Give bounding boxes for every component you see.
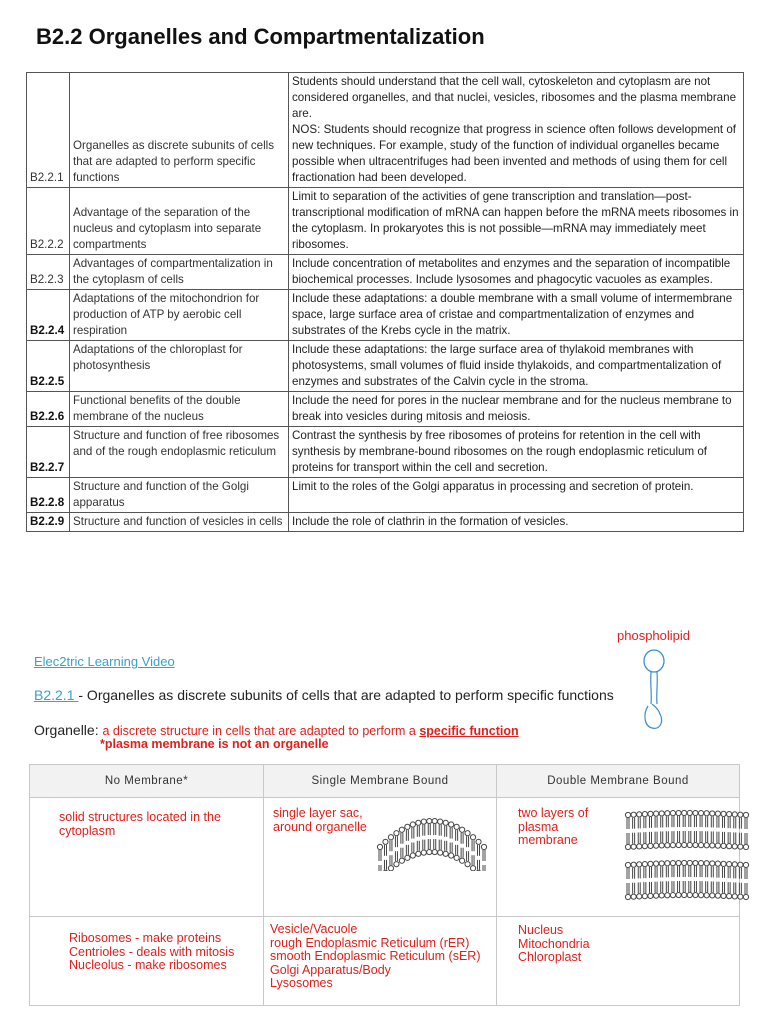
phospholipid-label: phospholipid [617, 628, 691, 643]
organelle-definition: Organelle: a discrete structure in cells that are adapted to perform a specific function [34, 722, 519, 738]
list-item: Chloroplast [518, 950, 582, 964]
standard-code: B2.2.4 [27, 290, 70, 341]
membrane-table [29, 764, 740, 1006]
table-row [27, 427, 744, 478]
list-item: Nucleus [518, 923, 564, 937]
table-row [27, 513, 744, 532]
standard-topic: Advantages of compartmentalization in the cytoplasm of cells [70, 255, 289, 290]
table-row [27, 478, 744, 513]
description-text: single layer sac, around organelle [273, 806, 367, 834]
standard-notes: Students should understand that the cell wall, cytoskeleton and cytoplasm are not considered organelles, and that nuclei, vesicles, ribosomes and the plasma membrane are. NOS: Students should recognize that progress in science often follows development of new techniques. For example, study of the function of individual organelles became possible when ultracentrifuges had been invented and methods of using them for cell fractionation had been developed. [289, 73, 744, 188]
table-row [30, 798, 740, 917]
page-title: B2.2 Organelles and Compartmentalization [36, 24, 485, 49]
standard-code: B2.2.8 [27, 478, 70, 513]
standard-notes: Limit to the roles of the Golgi apparatus in processing and secretion of protein. [289, 478, 744, 513]
table-row [27, 341, 744, 392]
double-membrane-icon [624, 809, 750, 905]
list-item: Vesicle/Vacuole [270, 922, 358, 936]
standard-code: B2.2.2 [27, 188, 70, 255]
organelle-note: *plasma membrane is not an organelle [100, 737, 329, 751]
standard-link[interactable]: B2.2.1 [34, 687, 79, 703]
table-cell [497, 798, 740, 917]
video-link[interactable]: Elec2tric Learning Video [34, 654, 175, 669]
list-item: Centrioles - deals with mitosis [69, 944, 235, 959]
standard-topic: Adaptations of the chloroplast for photosynthesis [70, 341, 289, 392]
standard-topic: Structure and function of the Golgi apparatus [70, 478, 289, 513]
column-header: Single Membrane Bound [264, 765, 497, 798]
standard-code: B2.2.3 [27, 255, 70, 290]
list-item: Nucleolus - make ribosomes [69, 958, 227, 972]
list-item: smooth Endoplasmic Reticulum (sER) [270, 949, 481, 963]
table-cell [497, 917, 740, 1006]
table-cell [30, 798, 264, 917]
standard-notes: Include the role of clathrin in the formation of vesicles. [289, 513, 744, 532]
table-row [27, 255, 744, 290]
list-item: Lysosomes [270, 976, 333, 990]
list-item: Mitochondria [518, 936, 590, 951]
standard-topic: Organelles as discrete subunits of cells that are adapted to perform specific functions [70, 73, 289, 188]
phospholipid-sketch-icon [634, 646, 674, 732]
standard-code: B2.2.6 [27, 392, 70, 427]
standard-code: B2.2.1 [27, 73, 70, 188]
single-membrane-sac-icon [375, 807, 489, 871]
standard-topic: Adaptations of the mitochondrion for production of ATP by aerobic cell respiration [70, 290, 289, 341]
standard-notes: Include concentration of metabolites and enzymes and the separation of incompatible biochemical processes. Include lysosomes and phagocytic vacuoles as examples. [289, 255, 744, 290]
standard-code: B2.2.7 [27, 427, 70, 478]
table-header-row [30, 765, 740, 798]
table-row [30, 917, 740, 1006]
standard-notes: Include these adaptations: a double membrane with a small volume of intermembrane space, large surface area of cristae and compartmentalization of enzymes and substrates of the Krebs cycle in the matrix. [289, 290, 744, 341]
standard-code: B2.2.9 [27, 513, 70, 532]
column-header: Double Membrane Bound [497, 765, 740, 798]
list-item: Golgi Apparatus/Body [270, 962, 391, 977]
standard-topic: Advantage of the separation of the nucleus and cytoplasm into separate compartments [70, 188, 289, 255]
standard-topic: Structure and function of free ribosomes and of the rough endoplasmic reticulum [70, 427, 289, 478]
table-row [27, 392, 744, 427]
table-row [27, 188, 744, 255]
standard-topic: Structure and function of vesicles in cells [70, 513, 289, 532]
table-row [27, 73, 744, 188]
table-row [27, 290, 744, 341]
list-item: Ribosomes - make proteins [69, 931, 222, 945]
table-cell [264, 917, 497, 1006]
standard-code: B2.2.5 [27, 341, 70, 392]
standard-notes: Limit to separation of the activities of gene transcription and translation—post-transcriptional modification of mRNA can happen before the mRNA meets ribosomes in the cytoplasm. In prokaryotes this is not possible—mRNA may immediately meet ribosomes. [289, 188, 744, 255]
standards-table [26, 72, 744, 532]
description-text: two layers of plasma membrane [518, 806, 589, 847]
table-cell [264, 798, 497, 917]
column-header: No Membrane* [30, 765, 264, 798]
standard-notes: Contrast the synthesis by free ribosomes of proteins for retention in the cell with synthesis by membrane-bound ribosomes on the rough endoplasmic reticulum of proteins for transport within the cell and secretion. [289, 427, 744, 478]
standard-notes: Include these adaptations: the large surface area of thylakoid membranes with photosystems, small volumes of fluid inside thylakoids, and compartmentalization of enzymes and substrates of the Calvin cycle in the stroma. [289, 341, 744, 392]
subheading: B2.2.1 - Organelles as discrete subunits of cells that are adapted to perform specific functions [34, 687, 614, 703]
standard-notes: Include the need for pores in the nuclear membrane and for the nucleus membrane to break into vesicles during mitosis and meiosis. [289, 392, 744, 427]
list-item: rough Endoplasmic Reticulum (rER) [270, 935, 470, 950]
organelle-label: Organelle: [34, 722, 103, 738]
table-cell [30, 917, 264, 1006]
standard-topic: Functional benefits of the double membrane of the nucleus [70, 392, 289, 427]
description-text: solid structures located in the cytoplasm [59, 810, 221, 838]
